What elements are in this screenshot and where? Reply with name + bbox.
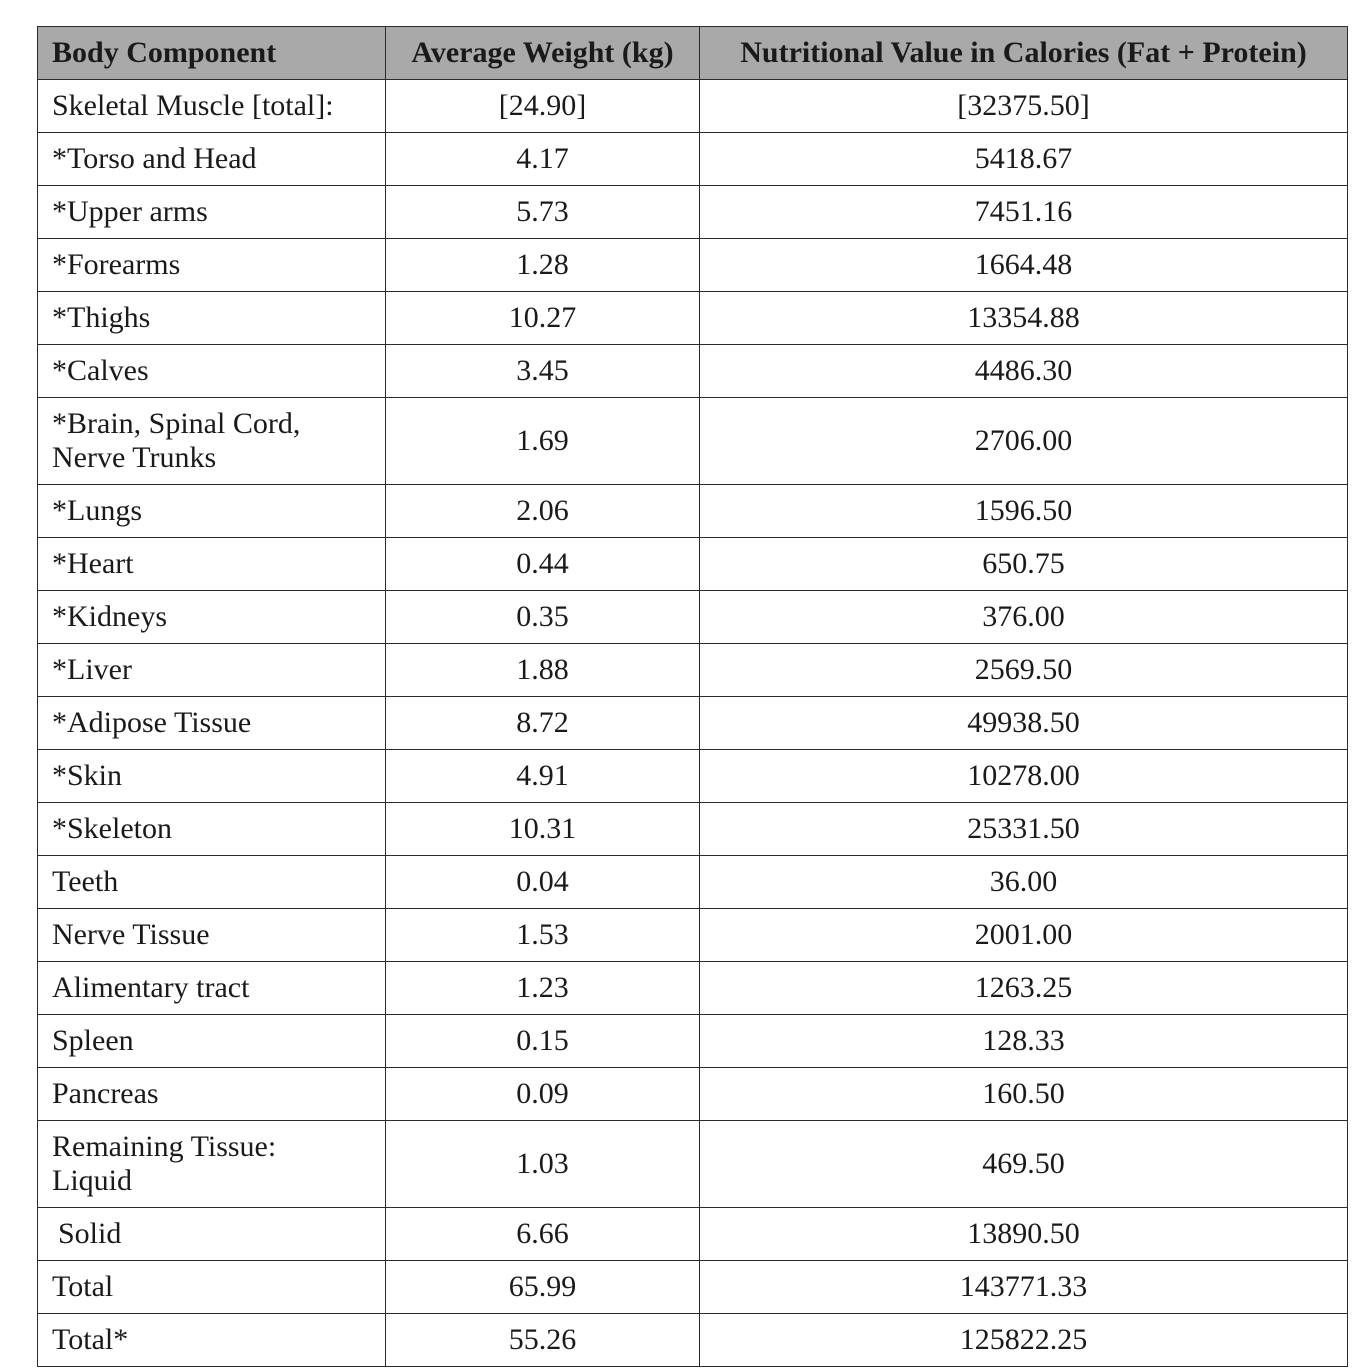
weight-cell: 4.17 [386,133,700,186]
component-cell: Alimentary tract [38,962,386,1015]
table-row [38,292,1348,345]
weight-cell: 1.23 [386,962,700,1015]
weight-cell: 55.26 [386,1314,700,1367]
table-header-row [38,27,1348,80]
table-row [38,697,1348,750]
component-label: Solid [58,1217,122,1250]
calories-cell: 1596.50 [700,485,1348,538]
weight-cell: [24.90] [386,80,700,133]
table-row [38,485,1348,538]
component-line: Remaining Tissue: [52,1130,277,1163]
weight-cell: 0.44 [386,538,700,591]
calories-cell: 36.00 [700,856,1348,909]
calories-cell: 143771.33 [700,1261,1348,1314]
table-row [38,133,1348,186]
table-row [38,750,1348,803]
calories-cell: 13890.50 [700,1208,1348,1261]
weight-cell: 10.27 [386,292,700,345]
component-cell: *Forearms [38,239,386,292]
weight-cell: 5.73 [386,186,700,239]
weight-cell: 1.53 [386,909,700,962]
component-cell: *Heart [38,538,386,591]
component-cell: *Upper arms [38,186,386,239]
table-row [38,803,1348,856]
calories-cell: 2569.50 [700,644,1348,697]
component-cell: *Thighs [38,292,386,345]
table-row [38,1015,1348,1068]
calories-cell: 376.00 [700,591,1348,644]
calories-cell: [32375.50] [700,80,1348,133]
calories-cell: 160.50 [700,1068,1348,1121]
table-row [38,345,1348,398]
calories-cell: 25331.50 [700,803,1348,856]
table-row [38,644,1348,697]
table-row [38,1121,1348,1208]
component-cell: *Adipose Tissue [38,697,386,750]
table-row [38,398,1348,485]
component-cell: *Lungs [38,485,386,538]
table-row [38,856,1348,909]
component-cell: *Skin [38,750,386,803]
weight-cell: 0.15 [386,1015,700,1068]
header-body-component: Body Component [38,27,386,80]
component-cell: Total [38,1261,386,1314]
component-line: Nerve Trunks [52,441,217,474]
table-row [38,80,1348,133]
component-cell: Pancreas [38,1068,386,1121]
component-cell [38,398,386,485]
component-cell: *Kidneys [38,591,386,644]
table-row [38,909,1348,962]
component-line: *Brain, Spinal Cord, [52,407,301,440]
table-row [38,1261,1348,1314]
component-cell [38,1121,386,1208]
table-row [38,239,1348,292]
component-cell: *Calves [38,345,386,398]
calories-cell: 125822.25 [700,1314,1348,1367]
component-cell: Total* [38,1314,386,1367]
component-cell: *Skeleton [38,803,386,856]
table-row [38,1314,1348,1367]
component-cell: Spleen [38,1015,386,1068]
weight-cell: 1.28 [386,239,700,292]
table-row [38,962,1348,1015]
weight-cell: 3.45 [386,345,700,398]
calories-cell: 650.75 [700,538,1348,591]
weight-cell: 0.35 [386,591,700,644]
weight-cell: 65.99 [386,1261,700,1314]
component-line: Liquid [52,1164,132,1197]
weight-cell: 8.72 [386,697,700,750]
weight-cell: 0.09 [386,1068,700,1121]
component-cell: Nerve Tissue [38,909,386,962]
calories-cell: 128.33 [700,1015,1348,1068]
calories-cell: 1263.25 [700,962,1348,1015]
calories-cell: 49938.50 [700,697,1348,750]
table-row [38,591,1348,644]
component-cell: *Torso and Head [38,133,386,186]
table-row [38,1208,1348,1261]
calories-cell: 7451.16 [700,186,1348,239]
calories-cell: 13354.88 [700,292,1348,345]
weight-cell: 0.04 [386,856,700,909]
weight-cell: 1.03 [386,1121,700,1208]
table-container [37,26,1347,1367]
weight-cell: 4.91 [386,750,700,803]
component-cell [38,1208,386,1261]
table-row [38,1068,1348,1121]
table-row [38,538,1348,591]
header-nutritional-value: Nutritional Value in Calories (Fat + Protein) [700,27,1348,80]
component-cell: *Liver [38,644,386,697]
weight-cell: 10.31 [386,803,700,856]
header-average-weight: Average Weight (kg) [386,27,700,80]
calories-cell: 5418.67 [700,133,1348,186]
calories-cell: 469.50 [700,1121,1348,1208]
component-cell: Skeletal Muscle [total]: [38,80,386,133]
table-row [38,186,1348,239]
calories-cell: 4486.30 [700,345,1348,398]
calories-cell: 2001.00 [700,909,1348,962]
calories-cell: 10278.00 [700,750,1348,803]
calories-cell: 1664.48 [700,239,1348,292]
body-component-table [37,26,1348,1367]
weight-cell: 1.88 [386,644,700,697]
weight-cell: 1.69 [386,398,700,485]
weight-cell: 2.06 [386,485,700,538]
calories-cell: 2706.00 [700,398,1348,485]
component-cell: Teeth [38,856,386,909]
weight-cell: 6.66 [386,1208,700,1261]
